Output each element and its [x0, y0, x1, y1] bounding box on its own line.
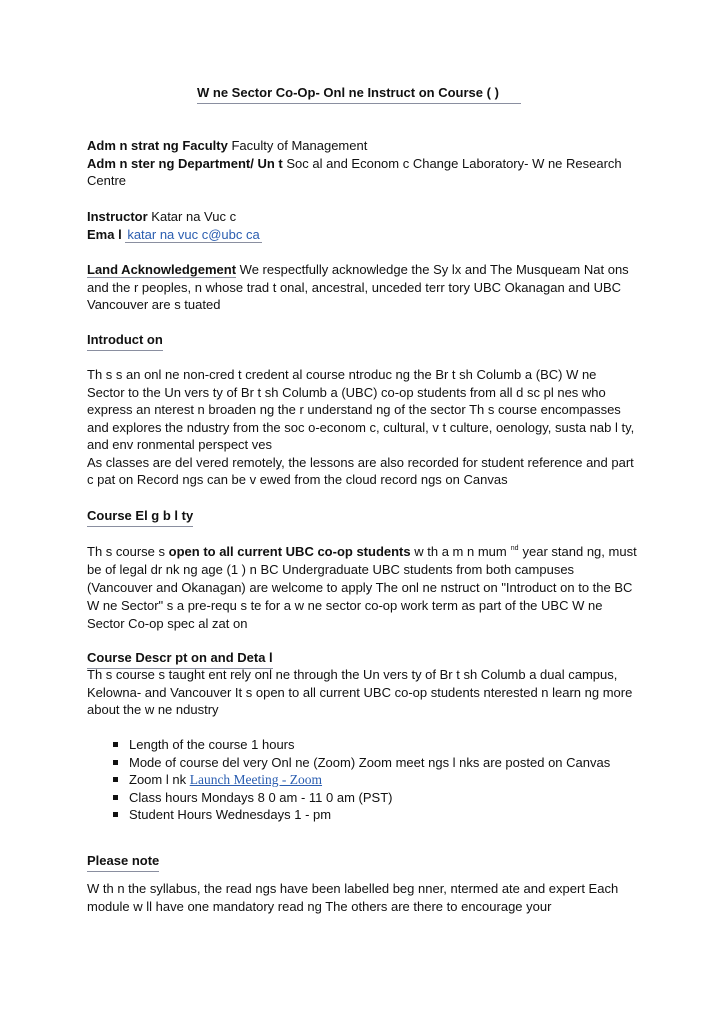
- land-acknowledgement: [87, 261, 637, 314]
- description-text: Th s course s taught ent rely onl ne through the Un vers ty of Br t sh Columb a dual campus, Kelowna- and Vancouver It s open to all current UBC co-op students nterested n learn ng more about the w ne ndustry: [87, 667, 633, 717]
- note-section: [87, 880, 637, 915]
- email-line: [87, 226, 637, 244]
- eligibility-section: [87, 543, 637, 633]
- zoom-link-label: Zoom l nk: [129, 772, 187, 787]
- land-heading: Land Acknowledgement: [87, 262, 237, 277]
- intro-heading-wrap: [87, 331, 637, 351]
- instructor-line: [87, 208, 637, 226]
- page-title: W ne Sector Co-Op- Onl ne Instruct on Course ( ): [197, 84, 521, 104]
- instructor-value: Katar na Vuc c: [151, 209, 237, 224]
- description-section: [87, 666, 637, 719]
- elig-heading-wrap: [87, 507, 637, 527]
- instructor-label: Instructor: [87, 209, 148, 224]
- list-item: Length of the course 1 hours: [87, 736, 637, 754]
- list-item: Class hours Mondays 8 0 am - 11 0 am (PST): [87, 789, 637, 807]
- list-item: Student Hours Wednesdays 1 - pm: [87, 806, 637, 824]
- zoom-meeting-link[interactable]: Launch Meeting - Zoom: [189, 772, 323, 787]
- elig-superscript: nd: [510, 545, 519, 552]
- elig-text-2: w th a m n mum: [414, 544, 507, 559]
- list-item: Mode of course del very Onl ne (Zoom) Zoom meet ngs l nks are posted on Canvas: [87, 754, 637, 772]
- intro-paragraph-2: As classes are del vered remotely, the lessons are also recorded for student reference and part c pat on Record ngs can be v ewed from the cloud record ngs on Canvas: [87, 454, 634, 487]
- intro-paragraph: Th s s an onl ne non-cred t credent al course ntroduc ng the Br t sh Columb a (BC) W ne Sector to the Un vers ty of Br t sh Columb a (UBC) co-op students from all d sc pl nes who express an nterest n broaden ng the r understand ng of the sector Th s course encompasses and explores the ndustry from the soc o-econom c, cultural, v t culture, oenology, susta nab l ty, and env ronmental perspect ves: [87, 367, 635, 452]
- description-heading: Course Descr pt on and Deta l: [87, 649, 273, 669]
- elig-bold: open to all current UBC co-op students: [168, 544, 411, 559]
- department-line: [87, 155, 637, 190]
- list-item: [87, 771, 637, 789]
- email-label: Ema l: [87, 226, 122, 242]
- email-link[interactable]: katar na vuc c@ubc ca: [127, 226, 260, 242]
- elig-text-1: Th s course s: [87, 544, 166, 559]
- course-details-list: [87, 736, 637, 824]
- faculty-line: [87, 137, 637, 155]
- intro-section: [87, 366, 637, 489]
- please-note-heading: Please note: [87, 852, 159, 872]
- course-info: [87, 137, 637, 190]
- department-value: Soc al and Econom c Change Laboratory- W ne Research Centre: [87, 155, 622, 188]
- elig-text-3: year stand ng, must be of legal dr nk ng age (1 ) n BC Undergraduate UBC students from both campuses (Vancouver and Okanagan) are welcome to apply The onl ne nstruct on "Introduct on to the BC W ne Sector" s a pre-requ s te for a w ne sector co-op work term as part of the UBC W ne Sector Co-op spec al zat on: [87, 544, 637, 631]
- department-label: Adm n ster ng Department/ Un t: [87, 155, 283, 171]
- intro-heading: Introduct on: [87, 331, 163, 351]
- instructor-info: [87, 208, 637, 243]
- note-text: W th n the syllabus, the read ngs have been labelled beg nner, ntermed ate and expert Each module w ll have one mandatory read ng The others are there to encourage your: [87, 881, 619, 914]
- faculty-value: Faculty of Management: [231, 138, 368, 153]
- eligibility-heading: Course El g b l ty: [87, 507, 193, 527]
- note-heading-wrap: [87, 852, 637, 872]
- faculty-label: Adm n strat ng Faculty: [87, 138, 228, 153]
- land-text: We respectfully acknowledge the Sy lx and The Musqueam Nat ons and the r peoples, n whose trad t onal, ancestral, unceded terr tory UBC Okanagan and UBC Vancouver are s tuated: [87, 262, 629, 312]
